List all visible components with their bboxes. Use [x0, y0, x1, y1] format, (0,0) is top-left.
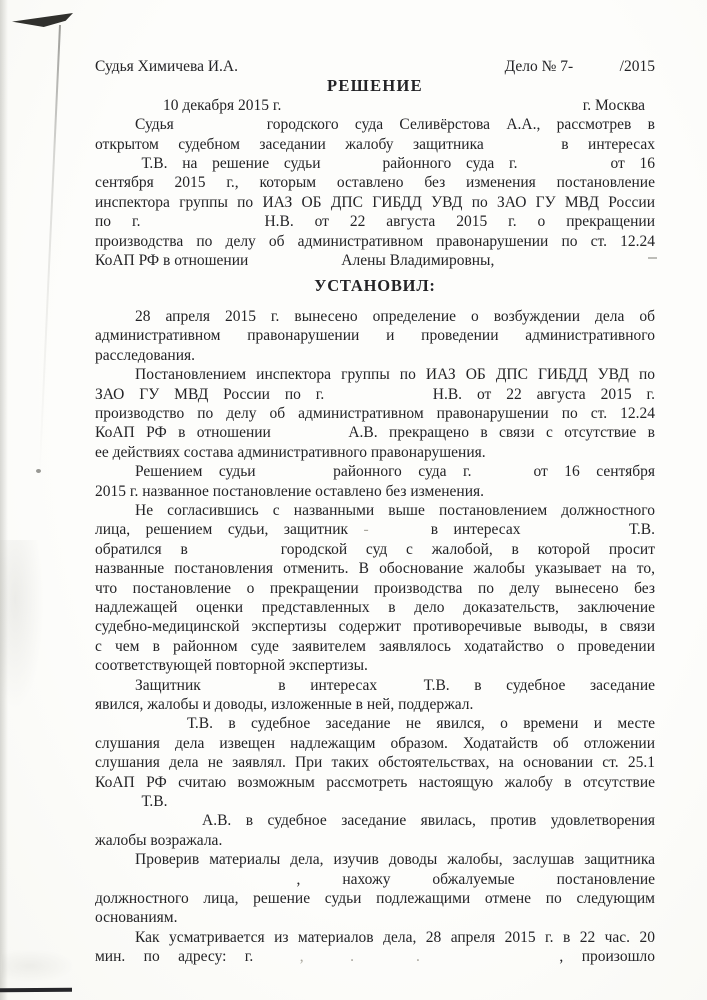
- text-line: Проверив материалы дела, изучив доводы жалобы, заслушав защитника: [135, 851, 655, 869]
- corner-fold-mark: [12, 13, 73, 27]
- bottom-scan-bar: [0, 988, 72, 993]
- text-line: Т.В.: [95, 793, 168, 811]
- text-line: Постановлением инспектора группы по ИАЗ ОБ ДПС ГИБДД УВД по: [135, 366, 655, 384]
- text-line: инспектора группы по ИАЗ ОБ ДПС ГИБДД УВД по ЗАО ГУ МВД России: [95, 193, 655, 211]
- decision-title: РЕШЕНИЕ: [327, 76, 423, 96]
- text-line: расследования.: [95, 346, 196, 364]
- text-line: слушания дела не заявлял. При таких обстоятельствах, на основании ст. 25.1: [95, 754, 655, 772]
- document-body: [95, 57, 655, 967]
- text-segment: , произошло: [559, 948, 655, 966]
- intro-paragraph: [95, 115, 655, 270]
- header-row-left: Судья Химичева И.А.: [95, 58, 238, 75]
- text-line: Защитник в интересах Т.В. в судебное заседание: [135, 676, 655, 694]
- text-line: сентября 2015 г., которым оставлено без изменения постановление: [95, 174, 655, 192]
- text-line: 2015 г. названное постановление оставлено без изменения.: [95, 482, 484, 500]
- text-segment: мин. по адресу: г.: [95, 948, 300, 966]
- redaction-remnant-mark: .: [350, 948, 355, 966]
- text-line: 28 апреля 2015 г. вынесено определение о возбуждении дела об: [135, 307, 655, 325]
- text-line: Т.В. в судебное заседание не явился, о времени и месте: [187, 715, 655, 733]
- text-line: административном правонарушении и проведении административного: [95, 327, 655, 345]
- text-line: явился, жалобы и доводы, изложенные в ней, поддержал.: [95, 696, 474, 713]
- paragraph-proveriv: [95, 850, 655, 928]
- paragraph-zashitnik-yavilsya: [95, 676, 655, 715]
- text-segment: [420, 948, 560, 965]
- redaction-remnant-mark: ,: [299, 948, 304, 966]
- text-line: открытом судебном заседании жалобу защитника в интересах: [95, 135, 655, 153]
- paragraph-av-yavilas: [95, 811, 655, 850]
- paragraph-tv-ne-yavilsya: [95, 714, 655, 811]
- text-line: жалобы возражала.: [95, 831, 223, 849]
- redaction-remnant-mark: -: [363, 521, 369, 539]
- text-line: надлежащей оценки представленных в дело доказательств, заключение: [95, 598, 655, 616]
- text-segment: лица, решением судьи, защитник: [95, 521, 364, 539]
- paragraph-reshenie-sudji: [95, 462, 655, 501]
- text-line: судебно-медицинской экспертизы содержит противоречивые выводы, в связи: [95, 618, 655, 636]
- text-line: Т.В. на решение судьи районного суда г. от 16: [95, 155, 655, 173]
- text-line: КоАП РФ в отношении А.В. прекращено в связи с отсутствие в: [95, 424, 655, 442]
- paragraph-kak-usmatrivaetsya: [95, 928, 655, 967]
- text-line: основаниям.: [95, 909, 178, 927]
- text-line: что постановление о прекращении производства по делу вынесено без: [95, 579, 655, 597]
- text-line: слушания дела извещен надлежащим образом. Ходатайств об отложении: [95, 734, 655, 752]
- text-segment: в интересах Т.В.: [368, 521, 655, 539]
- text-line: соответствующей повторной экспертизы.: [95, 657, 368, 675]
- text-line: КоАП РФ считаю возможным рассмотреть настоящую жалобу в отсутствие: [95, 773, 655, 791]
- text-segment: [304, 948, 351, 965]
- text-line: ЗАО ГУ МВД России по г. Н.В. от 22 августа 2015 г.: [95, 385, 655, 403]
- header-row-right: Дело № 7- /2015: [504, 58, 655, 75]
- paragraph-opredelenie: [95, 307, 655, 365]
- text-line: Решением судьи районного суда г. от 16 сентября: [135, 463, 655, 481]
- text-line: названные постановления отменить. В обоснование жалобы указывает на то,: [95, 560, 655, 578]
- text-line: должностного лица, решение судьи подлежащими отмене по следующим: [95, 890, 655, 908]
- text-line: ее действиях состава административного правонарушения.: [95, 443, 486, 461]
- text-line: производства по делу об административном правонарушении по ст. 12.24: [95, 232, 655, 250]
- text-line: [95, 947, 655, 966]
- text-line: Судья городского суда Селивёрстова А.А., рассмотрев в: [135, 116, 655, 134]
- text-line: Как усматривается из материалов дела, 28 апреля 2015 г. в 22 час. 20: [135, 928, 655, 946]
- scan-smudge: [2, 950, 72, 982]
- redaction-remnant-mark: .: [416, 948, 420, 966]
- text-segment: [354, 948, 416, 965]
- text-line: [95, 520, 655, 539]
- text-line: , нахожу обжалуемые постановление: [95, 870, 655, 888]
- scan-edge-shadow: [0, 0, 8, 1000]
- paper-crease-line: [38, 25, 61, 480]
- text-line: А.В. в судебное заседание явилась, против удовлетворения: [202, 812, 655, 830]
- ustanovil-heading: УСТАНОВИЛ:: [314, 276, 436, 296]
- scan-speck: [36, 469, 41, 473]
- text-line: обратился в городской суд с жалобой, в которой просит: [95, 540, 655, 558]
- paragraph-zhaloba: [95, 501, 655, 676]
- header-row: [95, 57, 655, 76]
- date-place-row: [95, 96, 655, 115]
- text-line: производство по делу об административном правонарушении по ст. 12.24: [95, 404, 655, 422]
- text-line: КоАП РФ в отношении Алены Владимировны,: [95, 252, 495, 270]
- text-line: по г. Н.В. от 22 августа 2015 г. о прекращении: [95, 213, 655, 231]
- scan-smudge: [0, 540, 44, 710]
- text-line: с чем в районном суде заявителем заявлялось ходатайство о проведении: [95, 637, 655, 655]
- paragraph-postanovlenie: [95, 365, 655, 462]
- date-place-row-left: 10 декабря 2015 г.: [163, 96, 282, 114]
- date-place-row-right: г. Москва: [582, 96, 645, 114]
- text-line: Не согласившись с названными выше постановлением должностного: [135, 501, 655, 519]
